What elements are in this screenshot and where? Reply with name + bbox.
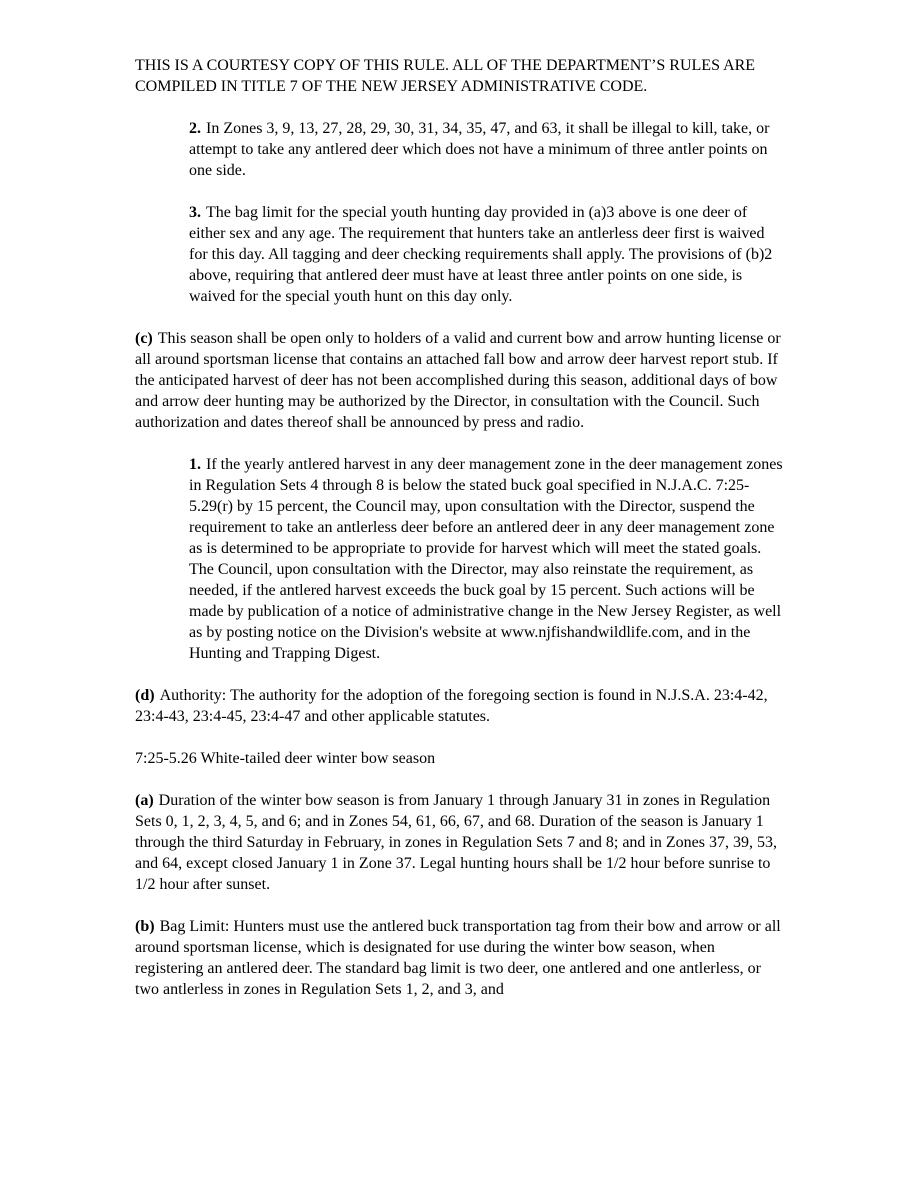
paragraph-label: (b)	[135, 918, 155, 935]
paragraph-b3	[189, 202, 785, 307]
paragraph-text: Duration of the winter bow season is from January 1 through January 31 in zones in Regulation Sets 0, 1, 2, 3, 4, 5, and 6; and in Zones 54, 61, 66, 67, and 68. Duration of the season is January 1 through the third Saturday in February, in zones in Regulation Sets 7 and 8; and in Zones 37, 39, 53, and 64, except closed January 1 in Zone 37. Legal hunting hours shall be 1/2 hour before sunrise to 1/2 hour after sunset.	[135, 792, 777, 893]
document-page	[135, 55, 785, 1000]
paragraph-c	[135, 328, 785, 433]
paragraph-label: 2.	[189, 120, 201, 137]
paragraph-c1	[189, 454, 785, 664]
paragraph-text: Authority: The authority for the adoption of the foregoing section is found in N.J.S.A. 23:4-42, 23:4-43, 23:4-45, 23:4-47 and other applicable statutes.	[135, 687, 768, 725]
paragraph-label: (c)	[135, 330, 153, 347]
paragraph-text: If the yearly antlered harvest in any deer management zone in the deer management zones in Regulation Sets 4 through 8 is below the stated buck goal specified in N.J.A.C. 7:25-5.29(r) by 15 percent, the Council may, upon consultation with the Director, suspend the requirement to take an antlerless deer before an antlered deer in any deer management zone as is determined to be appropriate to provide for harvest which will meet the stated goals. The Council, upon consultation with the Director, may also reinstate the requirement, as needed, if the antlered harvest exceeds the buck goal by 15 percent. Such actions will be made by publication of a notice of administrative change in the New Jersey Register, as well as by posting notice on the Division's website at www.njfishandwildlife.com, and in the Hunting and Trapping Digest.	[189, 456, 783, 662]
courtesy-copy-notice: THIS IS A COURTESY COPY OF THIS RULE. ALL OF THE DEPARTMENT’S RULES ARE COMPILED IN TITLE 7 OF THE NEW JERSEY ADMINISTRATIVE CODE.	[135, 57, 756, 95]
paragraph-b	[135, 916, 785, 1000]
paragraph-label: (d)	[135, 687, 155, 704]
paragraph-label: (a)	[135, 792, 154, 809]
paragraph-label: 1.	[189, 456, 201, 473]
paragraph-d	[135, 685, 785, 727]
section-title: 7:25-5.26 White-tailed deer winter bow season	[135, 750, 436, 767]
paragraph-text: The bag limit for the special youth hunting day provided in (a)3 above is one deer of either sex and any age. The requirement that hunters take an antlerless deer first is waived for this day. All tagging and deer checking requirements shall apply. The provisions of (b)2 above, requiring that antlered deer must have at least three antler points on one side, is waived for the special youth hunt on this day only.	[189, 204, 773, 305]
paragraph-text: This season shall be open only to holders of a valid and current bow and arrow hunting license or all around sportsman license that contains an attached fall bow and arrow deer harvest report stub. If the anticipated harvest of deer has not been accomplished during this season, additional days of bow and arrow deer hunting may be authorized by the Director, in consultation with the Council. Such authorization and dates thereof shall be announced by press and radio.	[135, 330, 781, 431]
paragraph-text: Bag Limit: Hunters must use the antlered buck transportation tag from their bow and arrow or all around sportsman license, which is designated for use during the winter bow season, when registering an antlered deer. The standard bag limit is two deer, one antlered and one antlerless, or two antlerless in zones in Regulation Sets 1, 2, and 3, and	[135, 918, 781, 998]
paragraph-label: 3.	[189, 204, 201, 221]
paragraph-a	[135, 790, 785, 895]
paragraph-b2	[189, 118, 785, 181]
paragraph-text: In Zones 3, 9, 13, 27, 28, 29, 30, 31, 34, 35, 47, and 63, it shall be illegal to kill, take, or attempt to take any antlered deer which does not have a minimum of three antler points on one side.	[189, 120, 770, 179]
